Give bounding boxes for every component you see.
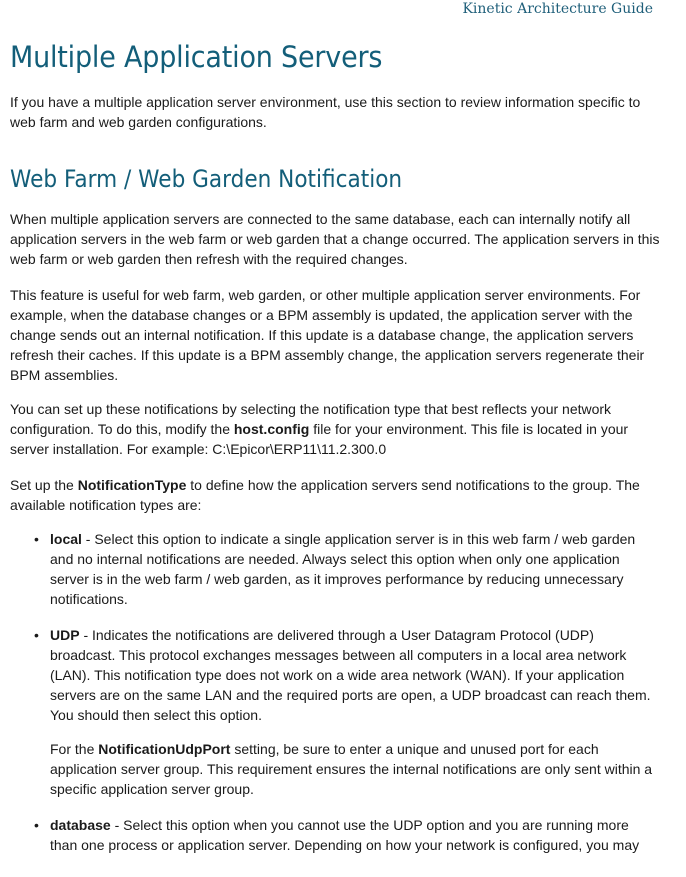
paragraph-host-config — [10, 399, 660, 459]
description: - Select this option when you cannot use the UDP option and you are running more than one process or application server. Depending on how your network is configured, you may — [50, 817, 640, 853]
description: - Indicates the notifications are delivered through a User Datagram Protocol (UDP) broadcast. This protocol exchanges messages between all computers in a local area network (LAN). This notification type does not work on a wide area network (WAN). If your application servers are on the same LAN and the required ports are open, a UDP broadcast can reach them. You should then select this option. — [50, 627, 651, 723]
paragraph-overview: When multiple application servers are connected to the same database, each can internally notify all application servers in the web farm or web garden that a change occurred. The application servers in this web farm or web garden then refresh with the required changes. — [10, 211, 660, 267]
udp-port-note — [50, 739, 655, 799]
term-udp: UDP — [50, 627, 80, 643]
section-heading: Web Farm / Web Garden Notification — [10, 165, 403, 193]
paragraph-notification-type — [10, 475, 660, 515]
running-header: Kinetic Architecture Guide — [462, 1, 653, 17]
text: For the — [50, 741, 99, 757]
notification-type-term: NotificationType — [77, 477, 187, 493]
text: You can set up these notifications by selecting the notification type that best reflects your network configuration. To do this, modify the — [10, 401, 612, 437]
paragraph-feature: This feature is useful for web farm, web garden, or other multiple application server environments. For example, when the database changes or a BPM assembly is updated, the application server with the change sends out an internal notification. If this update is a database change, the application servers refresh their caches. If this update is a BPM assembly change, the application servers regenerate their BPM assemblies. — [10, 287, 645, 383]
text: Set up the — [10, 477, 78, 493]
bullet-icon: • — [34, 531, 39, 547]
text: setting, be sure to enter a unique and unused port for each application server group. This requirement ensures the internal notifications are only sent within a specific application server group. — [50, 741, 653, 797]
bullet-icon: • — [34, 817, 39, 833]
intro-paragraph: If you have a multiple application server environment, use this section to review information specific to web farm and web garden configurations. — [10, 94, 641, 130]
list-item-local — [34, 529, 655, 609]
list-item-database — [34, 815, 655, 855]
term-local: local — [50, 531, 82, 547]
udp-port-term: NotificationUdpPort — [98, 741, 231, 757]
term-database: database — [50, 817, 111, 833]
text: to define how the application servers send notifications to the group. The available notification types are: — [10, 477, 640, 513]
description: - Select this option to indicate a single application server is in this web farm / web garden and no internal notifications are needed. Always select this option when only one application server is in the web farm / web garden, as it improves performance by reducing unnecessary notifications. — [50, 531, 636, 607]
bullet-icon: • — [34, 627, 39, 643]
host-config-term: host.config — [233, 421, 310, 437]
text: file for your environment. This file is located in your server installation. For example: C:\Epicor\ERP11\11.2.300.0 — [10, 421, 629, 457]
page-title: Multiple Application Servers — [10, 40, 383, 74]
list-item-udp — [34, 625, 655, 725]
